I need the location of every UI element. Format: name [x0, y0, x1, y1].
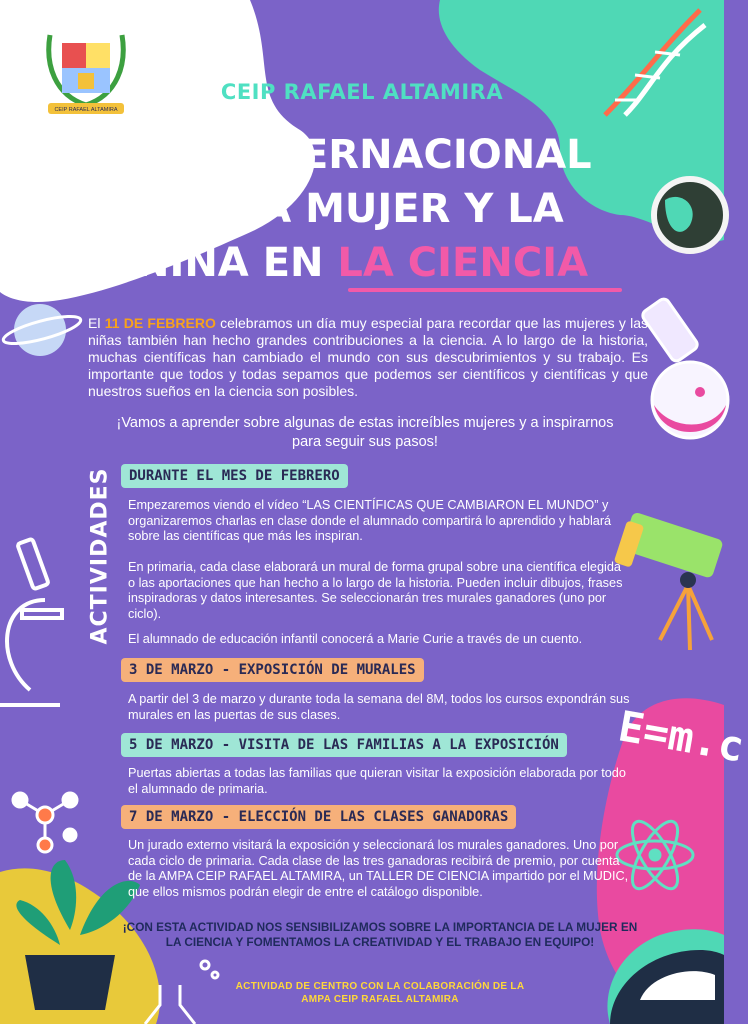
intro-lead: El: [88, 315, 105, 331]
title-line-1: DÍA INTERNACIONAL: [132, 132, 592, 178]
section-february-paragraph-1: Empezaremos viendo el vídeo “LAS CIENTÍFICAS QUE CAMBIARON EL MUNDO” y organizaremos charlas en clase donde el alumnado compartirá lo aprendido y hablará sobre las científicas que más les inspiran.: [128, 498, 612, 543]
intro-paragraph: [88, 315, 648, 400]
title-line-3: [0, 236, 724, 290]
footer: [210, 980, 550, 1006]
formula-text: E=m.c: [614, 701, 748, 772]
footer-line-2: AMPA CEIP RAFAEL ALTAMIRA: [301, 994, 459, 1005]
section-heading-february: DURANTE EL MES DE FEBRERO: [121, 464, 348, 488]
title-line-3-prefix: NIÑA EN: [135, 240, 338, 286]
flask-icon: [641, 297, 728, 438]
logo-caption: CEIP RAFAEL ALTAMIRA: [54, 107, 118, 113]
molecule-icon: [13, 793, 77, 852]
footer-line-1: ACTIVIDAD DE CENTRO CON LA COLABORACIÓN DE LA: [235, 981, 525, 992]
call-to-action: ¡Vamos a aprender sobre algunas de estas increíbles mujeres y a inspirarnos para seguir sus pasos!: [116, 415, 614, 450]
intro-date: 11 DE FEBRERO: [104, 315, 216, 331]
activities-side-label: [70, 467, 130, 645]
school-logo: [40, 25, 132, 120]
title-underline: [348, 288, 622, 292]
page-title: [0, 128, 724, 290]
section-february-paragraph-3: El alumnado de educación infantil conocerá a Marie Curie a través de un cuento.: [128, 632, 583, 646]
telescope-icon: [614, 511, 724, 650]
section-heading-march-7: 7 DE MARZO - ELECCIÓN DE LAS CLASES GANADORAS: [121, 805, 516, 829]
section-march-5-paragraph: Puertas abiertas a todas las familias que quieran visitar la exposición elaborada por todo el alumnado de primaria.: [128, 766, 626, 796]
school-name: CEIP RAFAEL ALTAMIRA: [220, 80, 504, 104]
section-february-paragraph-2: En primaria, cada clase elaborará un mural de forma grupal sobre una científica elegida o las aportaciones que han hecho a lo largo de la historia. Pueden incluir dibujos, frases inspiradoras y datos interesantes. Se seleccionarán tres murales ganadores (uno por ciclo).: [128, 560, 623, 621]
activities-label: ACTIVIDADES: [87, 467, 113, 645]
closing-message: ¡CON ESTA ACTIVIDAD NOS SENSIBILIZAMOS SOBRE LA IMPORTANCIA DE LA MUJER EN LA CIENCIA Y FOMENTAMOS LA CREATIVIDAD Y EL TRABAJO EN EQUIPO!: [122, 920, 638, 949]
section-heading-march-3: 3 DE MARZO - EXPOSICIÓN DE MURALES: [121, 658, 424, 682]
microscope-icon: [0, 539, 62, 705]
section-heading-march-5: 5 DE MARZO - VISITA DE LAS FAMILIAS A LA EXPOSICIÓN: [121, 733, 567, 757]
title-line-2: DE LA MUJER Y LA: [160, 186, 564, 232]
planet-icon: [1, 304, 83, 356]
section-march-7-paragraph: Un jurado externo visitará la exposición y seleccionará los murales ganadores. Uno por cada ciclo de primaria. Cada clase de las tres ganadoras recibirá de premio, por cuenta de la AMPA CEIP RAFAEL ALTAMIRA, un TALLER DE CIENCIA impartido por el MUDIC, que ellos mismos podrán elegir de entre el catálogo disponible.: [128, 838, 629, 899]
intro-text: celebramos un día muy especial para recordar que las mujeres y las niñas también han hecho grandes contribuciones a la ciencia. A lo largo de la historia, muchas científicas han cambiado el mundo con sus descubrimientos y su trabajo. Es importante que todos y todas sepamos que podemos ser científicos y científicas y que nuestros sueños en la ciencia son posibles.: [88, 315, 648, 399]
title-highlight: LA CIENCIA: [337, 240, 589, 286]
section-march-3-paragraph: A partir del 3 de marzo y durante toda la semana del 8M, todos los cursos expondrán sus murales en las puertas de sus clases.: [128, 692, 630, 722]
